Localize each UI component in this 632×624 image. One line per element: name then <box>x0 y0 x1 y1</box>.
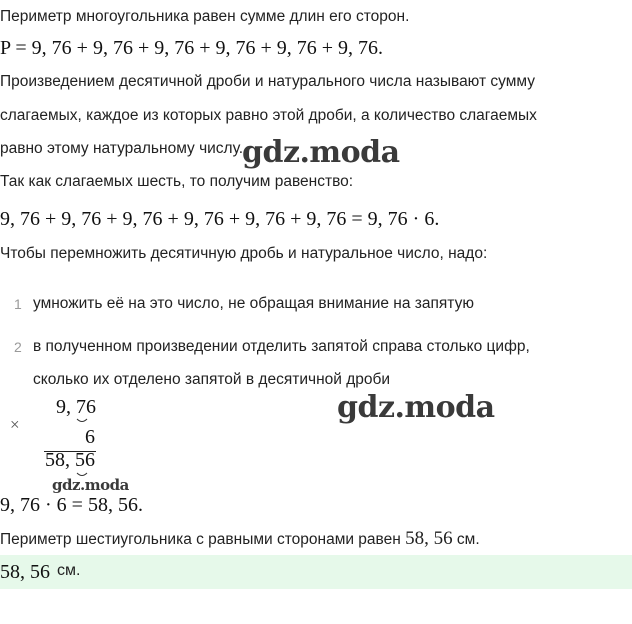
statement-six-addends: Так как слагаемых шесть, то получим равенство: <box>0 173 354 190</box>
list-item-text: в полученном произведении отделить запятой справа столько цифр, <box>33 338 530 355</box>
watermark-large-2: gdz.moda <box>337 390 495 425</box>
definition-line-3: равно этому натуральному числу. <box>0 140 244 157</box>
list-item <box>0 294 632 316</box>
list-item-number: 2 <box>14 339 22 355</box>
list-item-number: 1 <box>14 296 22 312</box>
statement-perimeter: Периметр многоугольника равен сумме длин его сторон. <box>0 8 410 25</box>
answer-box <box>0 555 632 589</box>
multiplicand: 9, 76 <box>56 396 96 418</box>
conclusion-unit: см. <box>456 531 480 548</box>
statement-how-to-multiply: Чтобы перемножить десятичную дробь и натуральное число, надо: <box>0 245 488 262</box>
conclusion-text: Периметр шестиугольника с равными сторонами равен <box>0 531 401 548</box>
multiply-sign: × <box>10 415 20 434</box>
list-item-text: умножить её на это число, не обращая внимание на запятую <box>33 295 474 312</box>
multiplier: 6 <box>85 426 95 448</box>
answer-value: 58, 56 <box>0 561 50 583</box>
list-item <box>0 337 632 359</box>
answer-unit: см. <box>57 562 81 579</box>
product: 58, 56 <box>45 449 95 471</box>
formula-perimeter-sum: P = 9, 76 + 9, 76 + 9, 76 + 9, 76 + 9, 76 + 9, 76. <box>0 37 384 59</box>
conclusion-value: 58, 56 <box>405 528 453 549</box>
formula-result: 9, 76 · 6 = 58, 56. <box>0 494 143 516</box>
watermark-large-1: gdz.moda <box>242 135 400 170</box>
definition-line-2: слагаемых, каждое из которых равно этой дроби, а количество слагаемых <box>0 107 537 124</box>
decimal-arc-mark <box>76 418 88 424</box>
list-item-text: сколько их отделено запятой в десятичной дроби <box>33 371 391 388</box>
watermark-small: gdz.moda <box>52 476 129 494</box>
formula-equality: 9, 76 + 9, 76 + 9, 76 + 9, 76 + 9, 76 + 9, 76 = 9, 76 · 6. <box>0 208 440 230</box>
list-item-continuation <box>0 370 632 392</box>
conclusion-statement <box>0 529 480 550</box>
definition-line-1: Произведением десятичной дроби и натурального числа называют сумму <box>0 73 535 90</box>
